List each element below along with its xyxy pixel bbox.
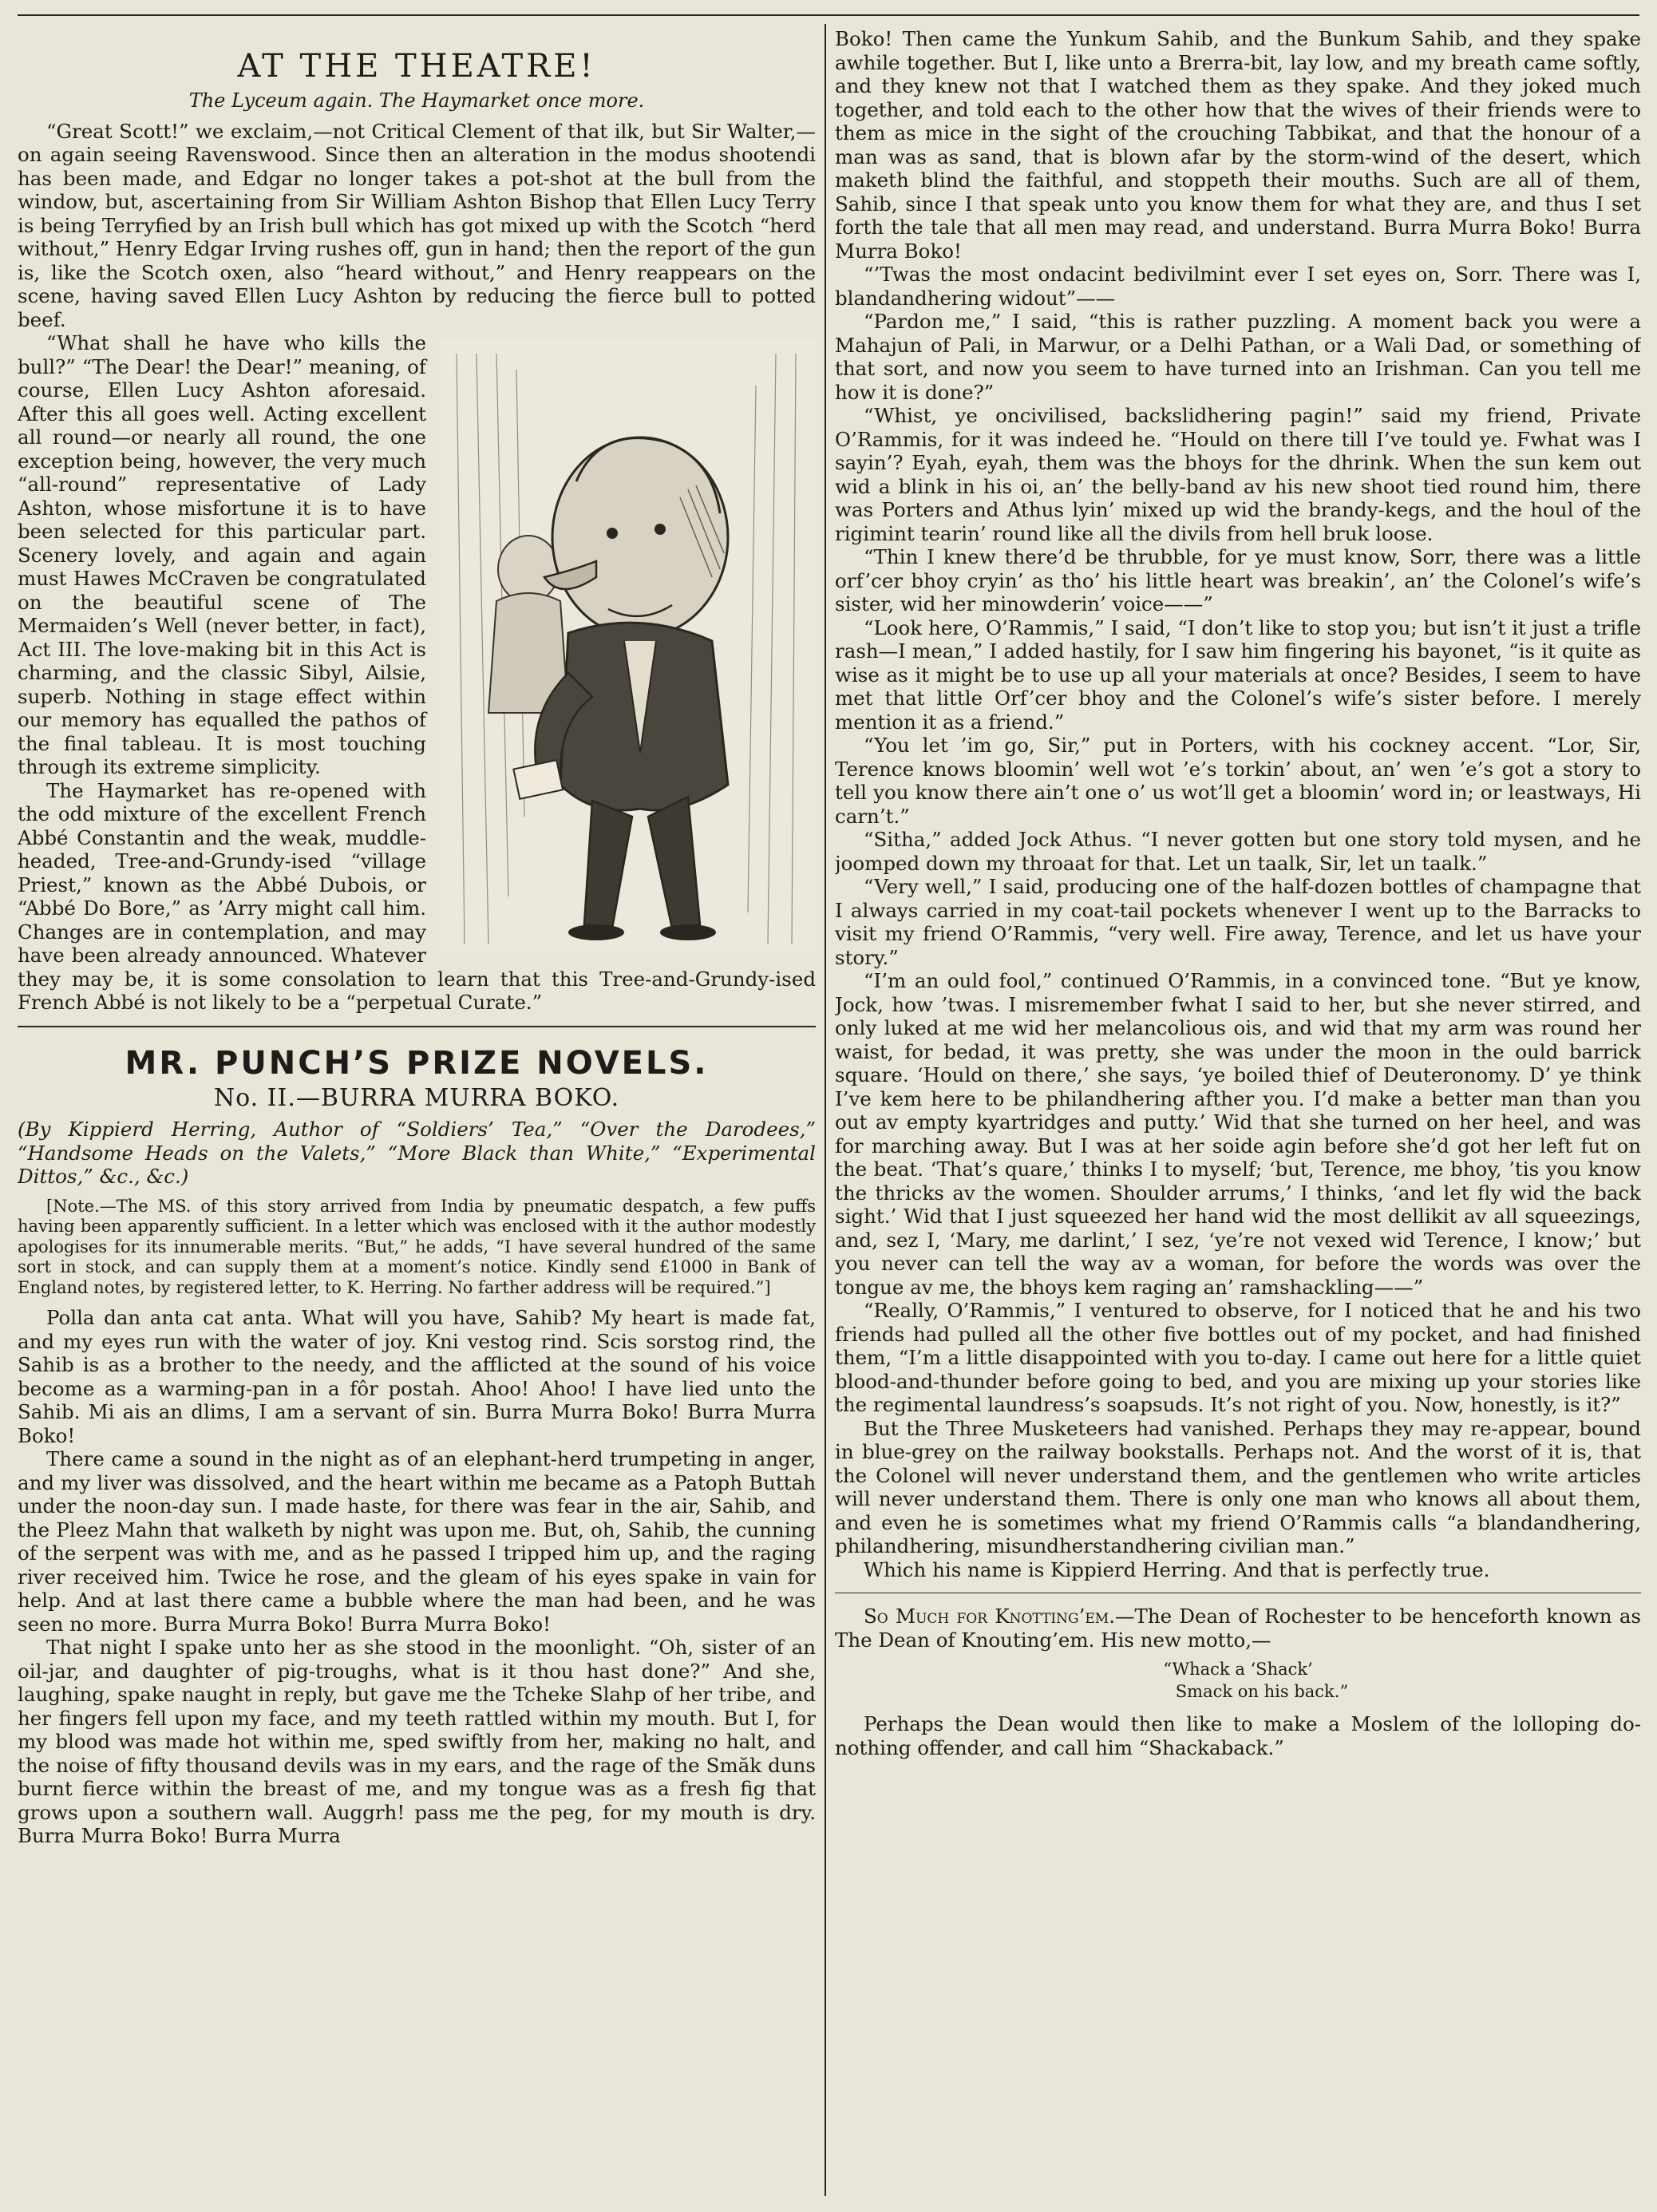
- story-continued-3: “Pardon me,” I said, “this is rather puzzling. A moment back you were a Mahajun of Pali, in Marwur, or a Delhi Pathan, or a Wali Dad, or something of that sort, and now you seem to have turned into an Irishman. Can you tell me how it is done?”: [835, 310, 1641, 404]
- column-divider: [825, 24, 826, 2196]
- theatre-title: AT THE THEATRE!: [237, 48, 596, 85]
- theatre-subtitle: The Lyceum again. The Haymarket once more.: [188, 89, 645, 112]
- caricature-drawing: [441, 338, 816, 952]
- verse-line-2: Smack on his back.”: [1175, 1682, 1349, 1701]
- theatre-paragraph-1: “Great Scott!” we exclaim,—not Critical Clement of that ilk, but Sir Walter,—on again seeing Ravenswood. Since then an alteration in the modus shootendi has been made, and Edgar no longer takes a pot-shot at the bull from the window, but, ascertaining from Sir William Ashton Bishop that Ellen Lucy Terry is being Terryfied by an Irish bull which has got mixed up with the Scotch “herd without,” Henry Edgar Irving rushes off, gun in hand; then the report of the gun is, like the Scotch oxen, also “heard without,” and Henry reappears on the scene, having saved Ellen Lucy Ashton by reducing the fierce bull to potted beef.: [18, 119, 816, 331]
- story-continued-11: “Really, O’Rammis,” I ventured to observe, for I noticed that he and his two friends had pulled all the other five bottles out of my pocket, and had finished them, “I’m a little disappointed with you to-day. I came out here for a little quiet blood-and-thunder before going to bed, and you are mixing up your stories like the regimental laundress’s soapsuds. It’s not right of you. Now, honestly, is it?”: [835, 1299, 1641, 1416]
- knotting-text: —The Dean of Rochester to be henceforth known as The Dean of Knouting’em. His new motto,—: [835, 1605, 1641, 1652]
- theatre-paragraph-3: The Haymarket has re-opened with the odd mixture of the excellent French Abbé Constantin and the weak, muddle-headed, Tree-and-Grundy-ised “village Priest,” known as the Abbé Dubois, or “Abbé Do Bore,” as ’Arry might call him. Changes are in contemplation, and may have been already announced. Whatever they may be, it is some consolation to learn that this Tree-and-Grundy-ised French Abbé is not likely to be a “perpetual Curate.”: [18, 778, 816, 1014]
- story-continued-8: “Sitha,” added Jock Athus. “I never gotten but one story told mysen, and he joomped down my throaat for that. Let un taalk, Sir, let un taalk.”: [835, 828, 1641, 875]
- story-continued-7: “You let ’im go, Sir,” put in Porters, with his cockney accent. “Lor, Sir, Terence knows bloomin’ well wot ’e’s torkin’ about, an’ wen ’e’s got a story to tell you know there ain’t one o’ us wot’ll get a bloomin’ word in; or leastways, Hi carn’t.”: [835, 734, 1641, 828]
- story-continued-9: “Very well,” I said, producing one of the half-dozen bottles of champagne that I always carried in my coat-tail pockets whenever I went up to the Barracks to visit my friend O’Rammis, “very well. Fire away, Terence, and let us have your story.”: [835, 875, 1641, 969]
- knotting-paragraph: [835, 1605, 1641, 1652]
- story-continued-13: Which his name is Kippierd Herring. And that is perfectly true.: [864, 1557, 1490, 1581]
- story-paragraph-3: That night I spake unto her as she stood in the moonlight. “Oh, sister of an oil-jar, and daughter of pig-troughs, what is it thou hast done?” And she, laughing, spake naught in reply, but gave me the Tcheke Slahp of her tribe, and her fingers fell upon my face, and my teeth rattled within my mouth. But I, for my blood was made hot within me, sped swiftly from her, making no halt, and the noise of fifty thousand devils was in my ears, and the rage of the Smăk duns burnt fierce within the breast of me, and my tongue was as a fresh fig that grows upon a southern wall. Auggrh! pass me the peg, for my mouth is dry. Burra Murra Boko! Burra Murra: [18, 1636, 816, 1847]
- story-paragraph-2: There came a sound in the night as of an elephant-herd trumpeting in anger, and my liver was dissolved, and the heart within me became as a Patoph Buttah under the noon-day sun. I made haste, for there was fear in the air, Sahib, and the Pleez Mahn that walketh by night was upon me. But, oh, Sahib, the cunning of the serpent was with me, and as he passed I tripped him up, and the raging river received him. Twice he rose, and the gleam of his eyes spake in vain for help. And at last there came a bubble where the man had been, and he was seen no more. Burra Murra Boko! Burra Murra Boko!: [18, 1447, 816, 1636]
- story-continued-6: “Look here, O’Rammis,” I said, “I don’t like to stop you; but isn’t it just a trifle rash—I mean,” I added hastily, for I saw him fingering his bayonet, “is it quite as wise as it might be to use up all your materials at once? Besides, I seem to have met that little Orf’cer bhoy and the Colonel’s wife’s sister before. I merely mention it as a friend.”: [835, 615, 1641, 734]
- knotting-heading: So Much for Knotting’em.: [864, 1605, 1115, 1628]
- verse-line-1: “Whack a ‘Shack’: [1163, 1660, 1313, 1679]
- knotting-closing: Perhaps the Dean would then like to make a Moslem of the lolloping do-nothing offender, and call him “Shackaback.”: [835, 1712, 1641, 1759]
- story-continued-5: “Thin I knew there’d be thrubble, for ye must know, Sorr, there was a little orf’cer bhoy cryin’ as tho’ his little heart was breakin’, an’ the Colonel’s wife’s sister, wid her minowderin’ voice——”: [835, 545, 1641, 615]
- left-column: [18, 27, 816, 2196]
- top-rule: [18, 14, 1639, 16]
- novels-title: MR. PUNCH’S PRIZE NOVELS.: [125, 1044, 709, 1082]
- story-continued-1: Boko! Then came the Yunkum Sahib, and the Bunkum Sahib, and they spake awhile together. But I, like unto a Brerra-bit, lay low, and my breath came softly, and they knew not that I watched them as they spake. And they joked much together, and told each to the other how that the wives of their friends were to them as mice in the sight of the crouching Tabbikat, and that the honour of a man was as sand, that is blown afar by the storm-wind of the desert, which maketh blind the faithful, and stoppeth their mouths. Such are all of them, Sahib, since I that speak unto you know them for what they are, and thus I set forth the tale that all men may read, and understand. Burra Murra Boko! Burra Murra Boko!: [835, 27, 1641, 263]
- theatre-paragraph-2: “What shall he have who kills the bull?” “The Dear! the Dear!” meaning, of course, Ellen Lucy Ashton aforesaid. After this all goes well. Acting excellent all round—or nearly all round, the one exception being, however, the very much “all-round” representative of Lady Ashton, whose misfortune it is to have been selected for this particular part. Scenery lovely, and again and again must Hawes McCraven be congratulated on the beautiful scene of The Mermaiden’s Well (never better, in fact), Act III. The love-making bit in this Act is charming, and the classic Sibyl, Ailsie, superb. Nothing in stage effect within our memory has equalled the pathos of the final tableau. It is most touching through its extreme simplicity.: [18, 331, 426, 778]
- novels-note: [Note.—The MS. of this story arrived from India by pneumatic despatch, a few puffs having been apparently sufficient. In a letter which was enclosed with it the author modestly apologises for its innumerable merits. “But,” he adds, “I have several hundred of the same sort in stock, and can supply them at a moment’s notice. Kindly send £1000 in Bank of England notes, by registered letter, to K. Herring. No farther address will be required.”]: [18, 1196, 816, 1297]
- story-continued-10: “I’m an ould fool,” continued O’Rammis, in a convinced tone. “But ye know, Jock, how ’twas. I misremember fwhat I said to her, but she never stirred, and only luked at me wid her melancolious ois, and wid that my arm was round her waist, for bedad, it was pretty, she was under the moon in the ould barrick square. ‘Hould on there,’ she says, ‘ye boiled thief of Deuteronomy. D’ ye think I’ve kem here to be philandhering afther you. I’d make a better man than you out av empty kyartridges and putty.’ Wid that she turned on her heel, and was for marching away. But I was at her soide agin before she’d got her left fut on the beat. ‘That’s quare,’ thinks I to myself; ‘but, Terence, me bhoy, ’tis you know the thricks av the women. Shoulder arrums,’ I thinks, ‘and let fly wid the back sight.’ Wid that I just squeezed her hand wid the most dellikit av all squeezings, and, sez I, ‘Mary, me darlint,’ I sez, ‘ye’re not vexed wid Terence, I know;’ but you never can tell the way av a woman, for before the words was over the tongue av me, the bhoys kem raging an’ ramshackling——”: [835, 969, 1641, 1299]
- story-continued-12: But the Three Musketeers had vanished. Perhaps they may re-appear, bound in blue-grey on the railway bookstalls. Perhaps not. And the worst of it is, that the Colonel will never understand them, and the gentlemen who write articles will never understand them. There is only one man who knows all about them, and even he is sometimes what my friend O’Rammis calls “a blandandhering, philandhering, misundherstandhering civilian man.”: [835, 1416, 1641, 1557]
- novels-byline: (By Kippierd Herring, Author of “Soldiers’ Tea,” “Over the Darodees,” “Handsome Heads on the Valets,” “More Black than White,” “Experimental Dittos,” &c., &c.): [18, 1118, 816, 1188]
- right-column: [835, 27, 1641, 2196]
- story-paragraph-1: Polla dan anta cat anta. What will you have, Sahib? My heart is made fat, and my eyes run with the water of joy. Kni vestog rind. Scis sorstog rind, the Sahib is as a brother to the needy, and the afflicted at the sound of his voice become as a warming-pan in a fôr postah. Ahoo! Ahoo! I have lied unto the Sahib. Mi ais an dlims, I am a servant of sin. Burra Murra Boko! Burra Murra Boko!: [18, 1306, 816, 1447]
- novels-number: No. II.—BURRA MURRA BOKO.: [213, 1083, 620, 1112]
- section-separator: [18, 1026, 816, 1027]
- knotting-verse: [835, 1658, 1641, 1703]
- caricature-illustration: [441, 338, 816, 952]
- story-continued-2: “’Twas the most ondacint bedivilmint ever I set eyes on, Sorr. There was I, blandandhering widout”——: [835, 263, 1641, 310]
- story-continued-4: “Whist, ye oncivilised, backslidhering pagin!” said my friend, Private O’Rammis, for it was indeed he. “Hould on there till I’ve tould ye. Fwhat was I sayin’? Eyah, eyah, them was the bhoys for the dhrink. When the sun kem out wid a blink in his oi, an’ the belly-band av his new shoot tied round him, there was Porters and Athus lyin’ mixed up wid the brandy-kegs, and the houl of the rigimint tearin’ round like all the divils from hell bruk loose.: [835, 404, 1641, 545]
